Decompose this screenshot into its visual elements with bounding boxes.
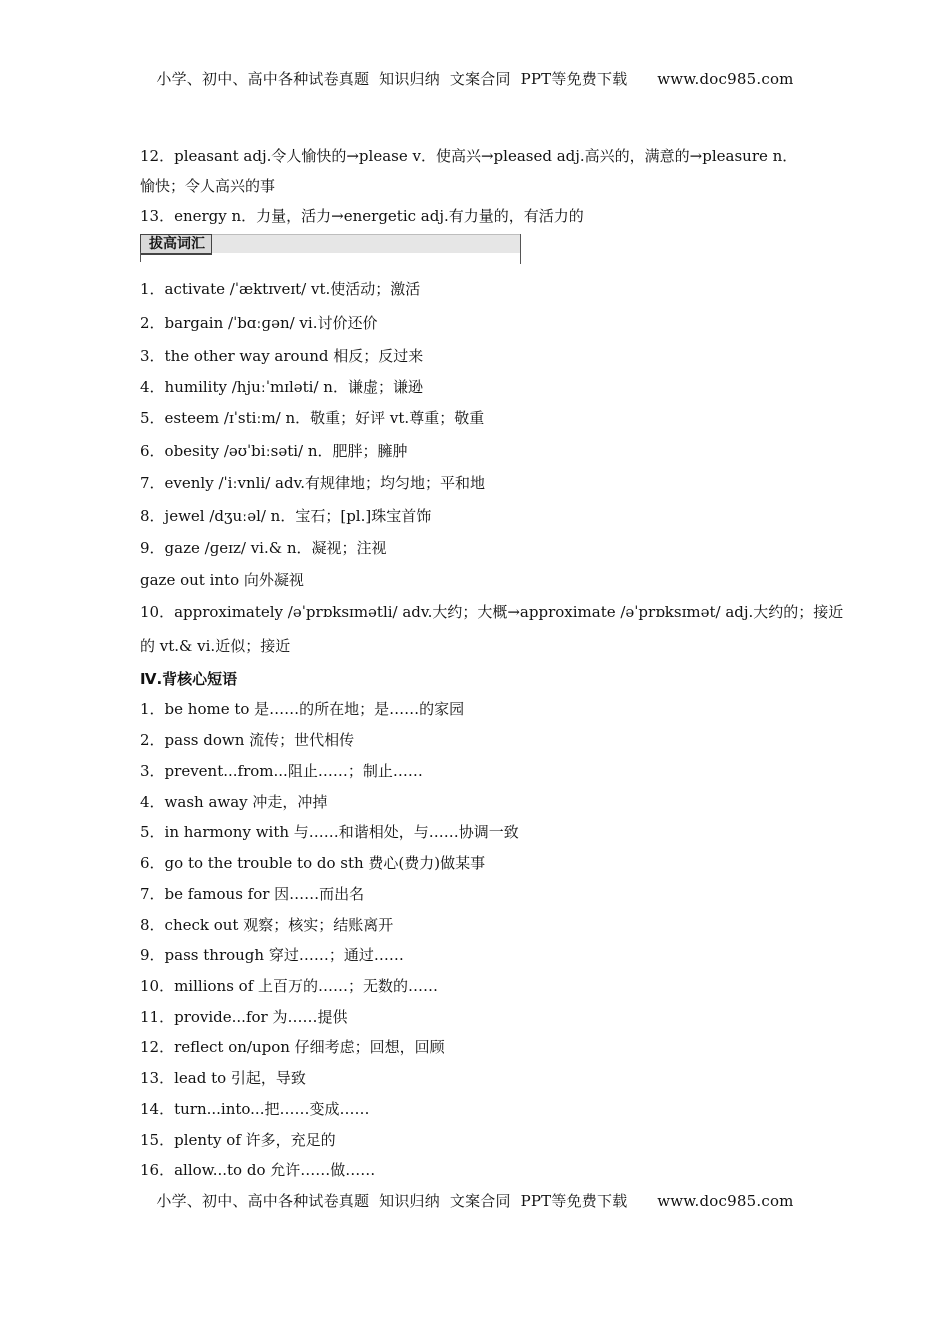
item-13: 13．energy n．力量，活力→energetic adj.有力量的，有活力的 xyxy=(140,207,584,225)
section-banner xyxy=(140,234,521,264)
vocab-item: 9．gaze /ɡeɪz/ vi.& n．凝视；注视 xyxy=(140,539,387,557)
phrase-item: 11．provide...for 为……提供 xyxy=(140,1008,348,1026)
vocab-item: 的 vt.& vi.近似；接近 xyxy=(140,637,291,655)
phrase-item: 14．turn...into...把……变成…… xyxy=(140,1100,370,1118)
phrase-item: 12．reflect on/upon 仔细考虑；回想，回顾 xyxy=(140,1038,445,1056)
item-12-line2: 愉快；令人高兴的事 xyxy=(140,177,276,195)
phrase-item: 10．millions of 上百万的……；无数的…… xyxy=(140,977,439,995)
phrase-item: 9．pass through 穿过……；通过…… xyxy=(140,946,404,964)
vocab-item: 8．jewel /dʒuːəl/ n．宝石；[pl.]珠宝首饰 xyxy=(140,507,432,525)
phrase-item: 13．lead to 引起，导致 xyxy=(140,1069,306,1087)
page-footer: 小学、初中、高中各种试卷真题 知识归纳 文案合同 PPT等免费下载 www.doc985.com xyxy=(156,1192,794,1210)
item-12-line1: 12．pleasant adj.令人愉快的→please v．使高兴→pleased adj.高兴的，满意的→pleasure n． xyxy=(140,147,798,165)
phrase-item: 3．prevent...from...阻止……；制止…… xyxy=(140,762,423,780)
section-title: Ⅳ.背核心短语 xyxy=(140,670,238,688)
phrase-item: 6．go to the trouble to do sth 费心(费力)做某事 xyxy=(140,854,486,872)
vocab-item: 5．esteem /ɪˈstiːm/ n．敬重；好评 vt.尊重；敬重 xyxy=(140,409,485,427)
vocab-item: gaze out into 向外凝视 xyxy=(140,571,304,589)
phrase-item: 2．pass down 流传；世代相传 xyxy=(140,731,355,749)
phrase-item: 1．be home to 是……的所在地；是……的家园 xyxy=(140,700,465,718)
page-header: 小学、初中、高中各种试卷真题 知识归纳 文案合同 PPT等免费下载 www.doc985.com xyxy=(156,70,794,88)
vocab-item: 4．humility /hjuːˈmɪləti/ n．谦虚；谦逊 xyxy=(140,378,423,396)
banner-rule xyxy=(140,252,141,262)
phrase-item: 8．check out 观察；核实；结账离开 xyxy=(140,916,394,934)
phrase-item: 4．wash away 冲走，冲掉 xyxy=(140,793,328,811)
phrase-item: 5．in harmony with 与……和谐相处，与……协调一致 xyxy=(140,823,519,841)
phrase-item: 15．plenty of 许多，充足的 xyxy=(140,1131,336,1149)
vocab-item: 1．activate /ˈæktɪveɪt/ vt.使活动；激活 xyxy=(140,280,421,298)
vocab-item: 7．evenly /ˈiːvnli/ adv.有规律地；均匀地；平和地 xyxy=(140,474,486,492)
phrase-item: 16．allow...to do 允许……做…… xyxy=(140,1161,376,1179)
banner-label: 拔高词汇 xyxy=(140,234,212,255)
vocab-item: 2．bargain /ˈbɑːɡən/ vi.讨价还价 xyxy=(140,314,378,332)
vocab-item: 3．the other way around 相反；反过来 xyxy=(140,347,424,365)
vocab-item: 6．obesity /əʊˈbiːsəti/ n．肥胖；臃肿 xyxy=(140,442,408,460)
phrase-item: 7．be famous for 因……而出名 xyxy=(140,885,365,903)
vocab-item: 10．approximately /əˈprɒksɪmətli/ adv.大约；大概→approximate /əˈprɒksɪmət/ adj.大约的；接近 xyxy=(140,603,844,621)
